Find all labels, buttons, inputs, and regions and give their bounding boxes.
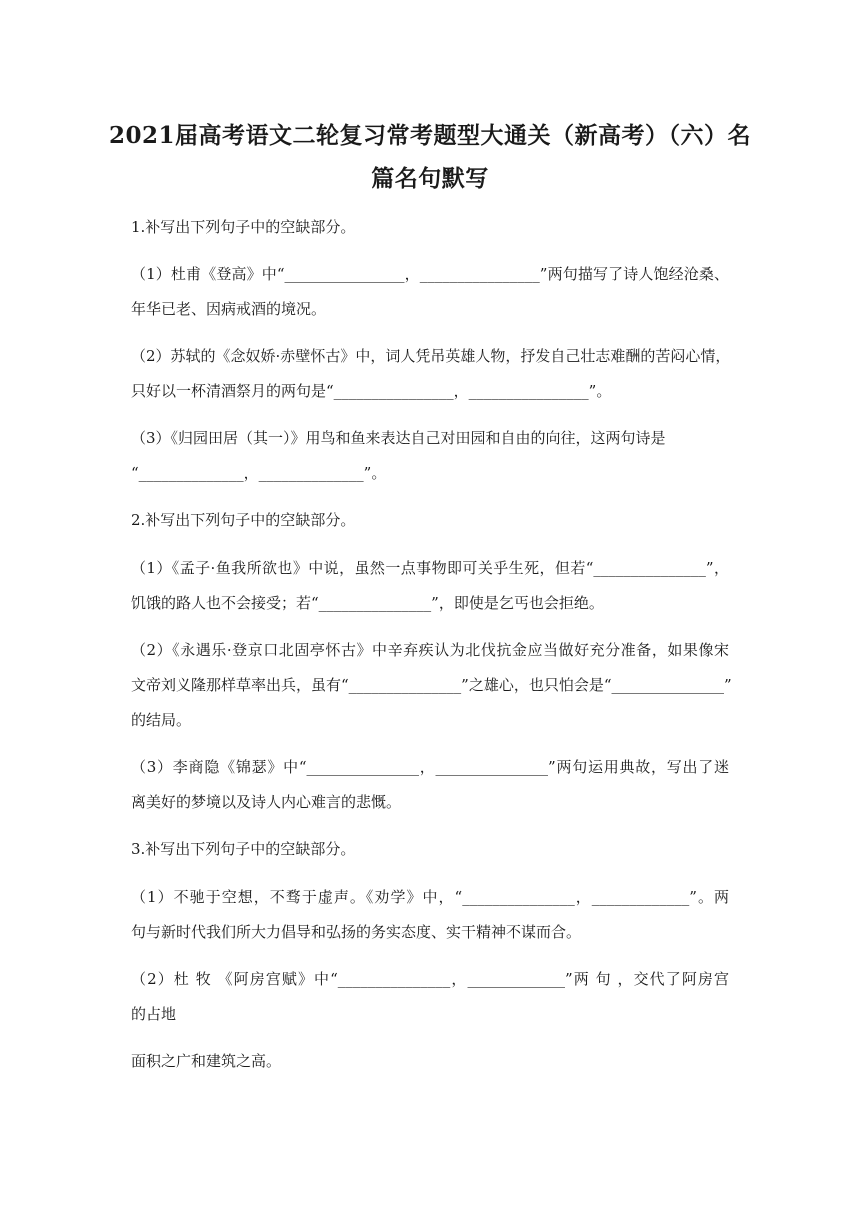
question-2-heading: 2.补写出下列句子中的空缺部分。 (131, 511, 356, 529)
question-3-item-1-line-2: 句与新时代我们所大力倡导和弘扬的务实态度、实干精神不谋而合。 (131, 923, 582, 941)
question-3-item-2-line-3: 面积之广和建筑之高。 (131, 1052, 282, 1070)
question-2-item-1-line-2: 饥饿的路人也不会接受；若“_______________”，即使是乞丐也会拒绝。 (131, 594, 604, 612)
question-1-item-3-line-2: “______________，______________”。 (131, 464, 387, 482)
question-2-item-3-line-1: （3）李商隐《锦瑟》中“_______________，_______________”两句运用典故，写出了迷 (131, 758, 729, 776)
question-1-item-3-line-1: （3）《归园田居（其一）》用鸟和鱼来表达自己对田园和自由的向往，这两句诗是 (131, 429, 666, 447)
question-2-item-2-line-1: （2）《永遇乐·登京口北固亭怀古》中辛弃疾认为北伐抗金应当做好充分准备，如果像宋 (131, 641, 729, 659)
question-1-heading: 1.补写出下列句子中的空缺部分。 (131, 218, 356, 236)
question-1-item-2-line-1: （2）苏轼的《念奴娇·赤壁怀古》中，词人凭吊英雄人物，抒发自己壮志难酬的苦闷心情， (131, 347, 731, 365)
question-3-heading: 3.补写出下列句子中的空缺部分。 (131, 840, 356, 858)
question-3-item-1-line-1: （1）不驰于空想，不骛于虚声。《劝学》中，“_______________，_____________”。两 (131, 888, 729, 906)
document-title-line-1: 2021届高考语文二轮复习常考题型大通关（新高考）（六）名 (108, 122, 751, 149)
question-1-item-1-line-1: （1）杜甫《登高》中“________________，________________”两句描写了诗人饱经沧桑、 (131, 265, 729, 283)
question-2-item-3-line-2: 离美好的梦境以及诗人内心难言的悲慨。 (131, 793, 402, 811)
question-1-item-1-line-2: 年华已老、因病戒酒的境况。 (131, 300, 327, 318)
document-title-line-2: 篇名句默写 (371, 165, 489, 192)
question-2-item-2-line-3: 的结局。 (131, 711, 192, 729)
question-2-item-2-line-2: 文帝刘义隆那样草率出兵，虽有“_______________”之雄心，也只怕会是“_______________” (131, 676, 732, 694)
question-3-item-2-line-1: （2）杜 牧 《阿房宫赋》中“_______________，_____________”两 句 ，交代了阿房宫 (131, 970, 729, 988)
question-2-item-1-line-1: （1）《孟子·鱼我所欲也》中说，虽然一点事物即可关乎生死，但若“_______________”， (131, 559, 729, 577)
question-1-item-2-line-2: 只好以一杯清酒祭月的两句是“________________，________________”。 (131, 382, 612, 400)
question-3-item-2-line-2: 的占地 (131, 1005, 177, 1023)
